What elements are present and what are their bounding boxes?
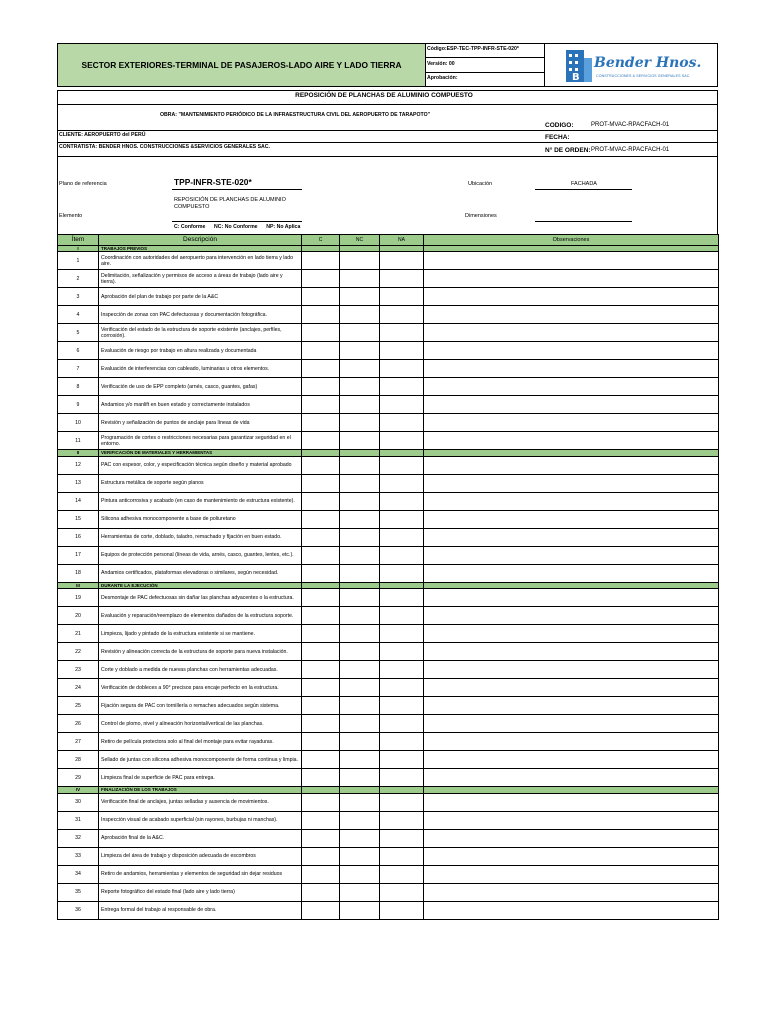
item-number: 6 — [58, 342, 99, 360]
header-observaciones: Observaciones — [424, 235, 719, 246]
item-number: 17 — [58, 546, 99, 564]
check-na-cell[interactable] — [380, 625, 424, 643]
check-c-cell[interactable] — [302, 306, 340, 324]
observaciones-cell[interactable] — [424, 829, 719, 847]
item-description: Andamios certificados, plataformas elevadoras o similares, según necesidad. — [99, 564, 302, 582]
codigo-label: CODIGO: — [545, 122, 574, 129]
item-number: 11 — [58, 432, 99, 450]
item-description: Evaluación de interferencias con cableado, luminarias u otros elementos. — [99, 360, 302, 378]
observaciones-cell[interactable] — [424, 625, 719, 643]
company-logo — [560, 45, 710, 85]
obra-text: OBRA: "MANTENIMIENTO PERIÓDICO DE LA INFRAESTRUCTURA CIVIL DEL AEROPUERTO DE TARAPOTO" — [160, 112, 431, 118]
item-number: 15 — [58, 510, 99, 528]
check-c-cell[interactable] — [302, 342, 340, 360]
check-na-cell[interactable] — [380, 865, 424, 883]
observaciones-cell[interactable] — [424, 589, 719, 607]
item-number: 28 — [58, 751, 99, 769]
check-na-cell[interactable] — [380, 589, 424, 607]
header-c: C — [302, 235, 340, 246]
check-na-cell[interactable] — [380, 901, 424, 919]
check-c-cell[interactable] — [302, 733, 340, 751]
check-c-cell[interactable] — [302, 679, 340, 697]
item-description: Inspección de zonas con PAC defectuosas y documentación fotográfica. — [99, 306, 302, 324]
observaciones-cell[interactable] — [424, 847, 719, 865]
item-number: 13 — [58, 474, 99, 492]
check-nc-cell[interactable] — [340, 414, 380, 432]
item-number: 14 — [58, 492, 99, 510]
observaciones-cell[interactable] — [424, 697, 719, 715]
check-nc-cell[interactable] — [340, 360, 380, 378]
check-na-cell[interactable] — [380, 643, 424, 661]
observaciones-cell[interactable] — [424, 288, 719, 306]
table-row — [58, 643, 719, 661]
plano-value: TPP-INFR-STE-020* — [174, 177, 252, 187]
svg-text:B: B — [572, 72, 580, 83]
table-row — [58, 306, 719, 324]
dimensiones-label: Dimensiones — [465, 213, 497, 219]
item-description: Revisión y señalización de puntos de anclaje para líneas de vida — [99, 414, 302, 432]
element-desc-line2: COMPUESTO — [174, 204, 210, 210]
table-row — [58, 564, 719, 582]
observaciones-cell[interactable] — [424, 883, 719, 901]
observaciones-cell[interactable] — [424, 865, 719, 883]
item-description: Silicona adhesiva monocomponente a base de poliuretano — [99, 510, 302, 528]
observaciones-cell[interactable] — [424, 751, 719, 769]
section-title: VERIFICACIÓN DE MATERIALES Y HERRAMIENTAS — [99, 450, 302, 456]
check-nc-cell[interactable] — [340, 883, 380, 901]
item-description: Fijación segura de PAC con tornillería o remaches adecuados según sistema. — [99, 697, 302, 715]
check-na-cell[interactable] — [380, 679, 424, 697]
check-na-cell[interactable] — [380, 270, 424, 288]
table-row — [58, 661, 719, 679]
observaciones-cell[interactable] — [424, 733, 719, 751]
check-c-cell[interactable] — [302, 414, 340, 432]
item-number: 26 — [58, 715, 99, 733]
check-c-cell[interactable] — [302, 288, 340, 306]
observaciones-cell[interactable] — [424, 396, 719, 414]
item-description: Verificación de dobleces a 90° precisos para encaje perfecto en la estructura. — [99, 679, 302, 697]
check-c-cell[interactable] — [302, 546, 340, 564]
check-c-cell[interactable] — [302, 769, 340, 787]
check-c-cell[interactable] — [302, 360, 340, 378]
check-c-cell[interactable] — [302, 811, 340, 829]
check-nc-cell[interactable] — [340, 751, 380, 769]
item-description: Verificación de uso de EPP completo (arnés, casco, guantes, gafas) — [99, 378, 302, 396]
observaciones-cell[interactable] — [424, 342, 719, 360]
check-na-cell[interactable] — [380, 396, 424, 414]
table-row — [58, 607, 719, 625]
observaciones-cell[interactable] — [424, 432, 719, 450]
item-description: Evaluación de riesgo por trabajo en altura realizada y documentada — [99, 342, 302, 360]
check-na-cell[interactable] — [380, 697, 424, 715]
item-number: 33 — [58, 847, 99, 865]
check-c-cell[interactable] — [302, 589, 340, 607]
table-row — [58, 528, 719, 546]
check-na-cell[interactable] — [380, 661, 424, 679]
item-number: 7 — [58, 360, 99, 378]
check-nc-cell[interactable] — [340, 324, 380, 342]
observaciones-cell[interactable] — [424, 414, 719, 432]
observaciones-cell[interactable] — [424, 528, 719, 546]
check-na-cell[interactable] — [380, 793, 424, 811]
check-na-cell[interactable] — [380, 510, 424, 528]
table-row — [58, 378, 719, 396]
check-nc-cell[interactable] — [340, 306, 380, 324]
header-title-cell — [58, 44, 425, 86]
check-c-cell[interactable] — [302, 396, 340, 414]
observaciones-cell[interactable] — [424, 306, 719, 324]
check-nc-cell[interactable] — [340, 396, 380, 414]
table-row — [58, 474, 719, 492]
check-nc-cell[interactable] — [340, 829, 380, 847]
table-row — [58, 901, 719, 919]
item-number: 31 — [58, 811, 99, 829]
section-number: III — [58, 582, 99, 588]
item-description: Estructura metálica de soporte según planos — [99, 474, 302, 492]
logo-subtitle: CONSTRUCCIONES & SERVICIOS GENERALES SAC. — [596, 74, 691, 78]
check-nc-cell[interactable] — [340, 793, 380, 811]
observaciones-cell[interactable] — [424, 474, 719, 492]
item-number: 32 — [58, 829, 99, 847]
item-description: Revisión y alineación correcta de la estructura de soporte para nueva instalación. — [99, 643, 302, 661]
check-na-cell[interactable] — [380, 829, 424, 847]
table-row — [58, 625, 719, 643]
check-nc-cell[interactable] — [340, 607, 380, 625]
observaciones-cell[interactable] — [424, 492, 719, 510]
elemento-label: Elemento — [59, 213, 83, 219]
item-description: Limpieza, lijado y pintado de la estructura existente si se mantiene. — [99, 625, 302, 643]
check-nc-cell[interactable] — [340, 564, 380, 582]
check-nc-cell[interactable] — [340, 733, 380, 751]
check-c-cell[interactable] — [302, 625, 340, 643]
check-c-cell[interactable] — [302, 661, 340, 679]
check-c-cell[interactable] — [302, 564, 340, 582]
item-description: Retiro de andamios, herramientas y elementos de seguridad sin dejar residuos — [99, 865, 302, 883]
item-number: 16 — [58, 528, 99, 546]
item-description: Verificación del estado de la estructura de soporte existente (anclajes, perfiles, corrosión). — [99, 324, 302, 342]
observaciones-cell[interactable] — [424, 607, 719, 625]
check-c-cell[interactable] — [302, 432, 340, 450]
item-description: Aprobación del plan de trabajo por parte de la A&C — [99, 288, 302, 306]
table-header-row — [58, 235, 719, 246]
check-nc-cell[interactable] — [340, 510, 380, 528]
table-row — [58, 252, 719, 270]
check-c-cell[interactable] — [302, 510, 340, 528]
observaciones-cell[interactable] — [424, 360, 719, 378]
check-na-cell[interactable] — [380, 432, 424, 450]
check-nc-cell[interactable] — [340, 492, 380, 510]
logo-name: Bender Hnos. — [594, 55, 702, 71]
item-number: 25 — [58, 697, 99, 715]
item-description: Limpieza final de superficie de PAC para entrega. — [99, 769, 302, 787]
check-c-cell[interactable] — [302, 474, 340, 492]
check-c-cell[interactable] — [302, 793, 340, 811]
check-c-cell[interactable] — [302, 456, 340, 474]
observaciones-cell[interactable] — [424, 510, 719, 528]
check-na-cell[interactable] — [380, 883, 424, 901]
item-number: 10 — [58, 414, 99, 432]
item-description: Evaluación y reparación/reemplazo de elementos dañados de la estructura soporte. — [99, 607, 302, 625]
check-nc-cell[interactable] — [340, 643, 380, 661]
table-row — [58, 733, 719, 751]
item-description: Entrega formal del trabajo al responsable de obra. — [99, 901, 302, 919]
item-description: Herramientas de corte, doblado, taladro, remachado y fijación en buen estado. — [99, 528, 302, 546]
check-na-cell[interactable] — [380, 847, 424, 865]
element-desc-line1: REPOSICIÓN DE PLANCHAS DE ALUMINIO — [174, 197, 286, 203]
header-nc: NC — [340, 235, 380, 246]
table-row — [58, 432, 719, 450]
code-label: Código:ESP-TEC-TPP-INFR-STE-020* — [427, 46, 519, 52]
check-nc-cell[interactable] — [340, 901, 380, 919]
check-nc-cell[interactable] — [340, 811, 380, 829]
cliente-text: CLIENTE: AEROPUERTO del PERÚ — [59, 132, 146, 138]
check-c-cell[interactable] — [302, 901, 340, 919]
check-c-cell[interactable] — [302, 715, 340, 733]
item-description: Verificación final de anclajes, juntas selladas y ausencia de movimientos. — [99, 793, 302, 811]
check-na-cell[interactable] — [380, 715, 424, 733]
item-number: 23 — [58, 661, 99, 679]
section-number: I — [58, 246, 99, 252]
item-number: 5 — [58, 324, 99, 342]
item-number: 27 — [58, 733, 99, 751]
check-c-cell[interactable] — [302, 883, 340, 901]
item-description: Control de plomo, nivel y alineación horizontal/vertical de las planchas. — [99, 715, 302, 733]
item-number: 22 — [58, 643, 99, 661]
item-number: 36 — [58, 901, 99, 919]
table-row — [58, 769, 719, 787]
item-number: 18 — [58, 564, 99, 582]
check-na-cell[interactable] — [380, 733, 424, 751]
table-row — [58, 288, 719, 306]
check-na-cell[interactable] — [380, 811, 424, 829]
item-number: 4 — [58, 306, 99, 324]
check-na-cell[interactable] — [380, 769, 424, 787]
item-number: 21 — [58, 625, 99, 643]
orden-label: N° DE ORDEN: — [545, 147, 591, 154]
check-c-cell[interactable] — [302, 751, 340, 769]
check-na-cell[interactable] — [380, 378, 424, 396]
observaciones-cell[interactable] — [424, 901, 719, 919]
table-row — [58, 811, 719, 829]
table-row — [58, 697, 719, 715]
check-na-cell[interactable] — [380, 414, 424, 432]
observaciones-cell[interactable] — [424, 769, 719, 787]
table-row — [58, 414, 719, 432]
item-number: 12 — [58, 456, 99, 474]
check-nc-cell[interactable] — [340, 342, 380, 360]
observaciones-cell[interactable] — [424, 378, 719, 396]
table-row — [58, 342, 719, 360]
check-na-cell[interactable] — [380, 342, 424, 360]
check-nc-cell[interactable] — [340, 528, 380, 546]
building-logo-icon — [564, 46, 594, 84]
version-label: Versión: 00 — [427, 61, 455, 67]
plano-label: Plano de referencia — [59, 181, 107, 187]
section-title: TRABAJOS PREVIOS — [99, 246, 302, 252]
check-na-cell[interactable] — [380, 492, 424, 510]
check-na-cell[interactable] — [380, 607, 424, 625]
observaciones-cell[interactable] — [424, 270, 719, 288]
item-description: Programación de cortes o restricciones necesarias para garantizar seguridad en el entorno. — [99, 432, 302, 450]
check-nc-cell[interactable] — [340, 661, 380, 679]
checklist-table — [57, 234, 719, 920]
observaciones-cell[interactable] — [424, 324, 719, 342]
observaciones-cell[interactable] — [424, 564, 719, 582]
ubicacion-value: FACHADA — [571, 181, 597, 187]
item-number: 29 — [58, 769, 99, 787]
item-description: Corte y doblado a medida de nuevas planchas con herramientas adecuadas. — [99, 661, 302, 679]
table-row — [58, 456, 719, 474]
observaciones-cell[interactable] — [424, 252, 719, 270]
check-na-cell[interactable] — [380, 474, 424, 492]
fecha-label: FECHA: — [545, 134, 570, 141]
table-row — [58, 751, 719, 769]
section-number: IV — [58, 787, 99, 793]
item-description: Reporte fotográfico del estado final (lado aire y lado tierra) — [99, 883, 302, 901]
check-c-cell[interactable] — [302, 829, 340, 847]
check-nc-cell[interactable] — [340, 456, 380, 474]
check-na-cell[interactable] — [380, 456, 424, 474]
check-nc-cell[interactable] — [340, 625, 380, 643]
item-number: 1 — [58, 252, 99, 270]
check-c-cell[interactable] — [302, 697, 340, 715]
item-number: 20 — [58, 607, 99, 625]
observaciones-cell[interactable] — [424, 793, 719, 811]
check-na-cell[interactable] — [380, 288, 424, 306]
table-row — [58, 324, 719, 342]
item-description: Limpieza del área de trabajo y disposición adecuada de escombros — [99, 847, 302, 865]
table-row — [58, 270, 719, 288]
check-c-cell[interactable] — [302, 378, 340, 396]
item-number: 2 — [58, 270, 99, 288]
item-description: Desmontaje de PAC defectuosas sin dañar las planchas adyacentes o la estructura. — [99, 589, 302, 607]
item-description: Andamios y/o manlift en buen estado y correctamente instalados — [99, 396, 302, 414]
header-title: SECTOR EXTERIORES-TERMINAL DE PASAJEROS-LADO AIRE Y LADO TIERRA — [81, 60, 402, 70]
header-item: Ítem — [58, 235, 99, 246]
check-nc-cell[interactable] — [340, 270, 380, 288]
check-c-cell[interactable] — [302, 643, 340, 661]
table-row — [58, 679, 719, 697]
item-number: 30 — [58, 793, 99, 811]
section-title: DURANTE LA EJECUCIÓN — [99, 582, 302, 588]
observaciones-cell[interactable] — [424, 546, 719, 564]
table-row — [58, 492, 719, 510]
check-nc-cell[interactable] — [340, 865, 380, 883]
table-row — [58, 546, 719, 564]
item-description: Aprobación final de la A&C. — [99, 829, 302, 847]
item-description: PAC con espesor, color, y especificación técnica según diseño y material aprobado — [99, 456, 302, 474]
table-row — [58, 847, 719, 865]
item-number: 34 — [58, 865, 99, 883]
item-description: Sellado de juntas con silicona adhesiva monocomponente de forma continua y limpia. — [99, 751, 302, 769]
item-description: Coordinación con autoridades del aeropuerto para intervención en lado tierra y lado aire. — [99, 252, 302, 270]
item-number: 35 — [58, 883, 99, 901]
check-na-cell[interactable] — [380, 324, 424, 342]
check-nc-cell[interactable] — [340, 715, 380, 733]
section-heading: REPOSICIÓN DE PLANCHAS DE ALUMINIO COMPUESTO — [295, 92, 473, 99]
item-number: 24 — [58, 679, 99, 697]
section-number: II — [58, 450, 99, 456]
table-row — [58, 510, 719, 528]
item-description: Delimitación, señalización y permisos de acceso a áreas de trabajo (lado aire y tierra). — [99, 270, 302, 288]
check-c-cell[interactable] — [302, 607, 340, 625]
item-number: 8 — [58, 378, 99, 396]
table-row — [58, 589, 719, 607]
table-row — [58, 883, 719, 901]
check-c-cell[interactable] — [302, 270, 340, 288]
section-title: FINALIZACIÓN DE LOS TRABAJOS — [99, 787, 302, 793]
item-number: 19 — [58, 589, 99, 607]
check-c-cell[interactable] — [302, 528, 340, 546]
check-nc-cell[interactable] — [340, 697, 380, 715]
check-c-cell[interactable] — [302, 492, 340, 510]
check-nc-cell[interactable] — [340, 288, 380, 306]
check-nc-cell[interactable] — [340, 474, 380, 492]
item-number: 3 — [58, 288, 99, 306]
check-na-cell[interactable] — [380, 252, 424, 270]
table-row — [58, 360, 719, 378]
check-na-cell[interactable] — [380, 564, 424, 582]
check-nc-cell[interactable] — [340, 432, 380, 450]
contratista-text: CONTRATISTA: BENDER HNOS. CONSTRUCCIONES &SERVICIOS GENERALES SAC. — [59, 144, 270, 150]
check-nc-cell[interactable] — [340, 378, 380, 396]
item-description: Equipos de protección personal (líneas de vida, arnés, casco, guantes, lentes, etc.). — [99, 546, 302, 564]
table-row — [58, 865, 719, 883]
check-nc-cell[interactable] — [340, 589, 380, 607]
table-row — [58, 715, 719, 733]
table-row — [58, 829, 719, 847]
check-nc-cell[interactable] — [340, 546, 380, 564]
check-c-cell[interactable] — [302, 324, 340, 342]
table-row — [58, 396, 719, 414]
check-c-cell[interactable] — [302, 865, 340, 883]
check-nc-cell[interactable] — [340, 679, 380, 697]
observaciones-cell[interactable] — [424, 456, 719, 474]
observaciones-cell[interactable] — [424, 661, 719, 679]
check-nc-cell[interactable] — [340, 252, 380, 270]
header-na: NA — [380, 235, 424, 246]
observaciones-cell[interactable] — [424, 811, 719, 829]
header-descripcion: Descripción — [99, 235, 302, 246]
orden-value: PROT-MVAC-RPACFACH-01 — [591, 147, 670, 153]
codigo-value: PROT-MVAC-RPACFACH-01 — [591, 122, 670, 128]
check-na-cell[interactable] — [380, 306, 424, 324]
ubicacion-label: Ubicación — [468, 181, 493, 187]
legend-text: C: Conforme NC: No Conforme NP: No Aplica — [174, 224, 301, 230]
observaciones-cell[interactable] — [424, 679, 719, 697]
item-description: Retiro de película protectora solo al final del montaje para evitar rayaduras. — [99, 733, 302, 751]
check-c-cell[interactable] — [302, 847, 340, 865]
item-description: Inspección visual de acabado superficial (sin rayones, burbujas ni manchas). — [99, 811, 302, 829]
check-c-cell[interactable] — [302, 252, 340, 270]
check-na-cell[interactable] — [380, 360, 424, 378]
item-number: 9 — [58, 396, 99, 414]
check-nc-cell[interactable] — [340, 847, 380, 865]
observaciones-cell[interactable] — [424, 715, 719, 733]
check-na-cell[interactable] — [380, 751, 424, 769]
table-row — [58, 793, 719, 811]
check-na-cell[interactable] — [380, 528, 424, 546]
item-description: Pintura anticorrosiva y acabado (en caso de mantenimiento de estructura existente). — [99, 492, 302, 510]
check-nc-cell[interactable] — [340, 769, 380, 787]
check-na-cell[interactable] — [380, 546, 424, 564]
approval-label: Aprobación: — [427, 75, 458, 81]
observaciones-cell[interactable] — [424, 643, 719, 661]
